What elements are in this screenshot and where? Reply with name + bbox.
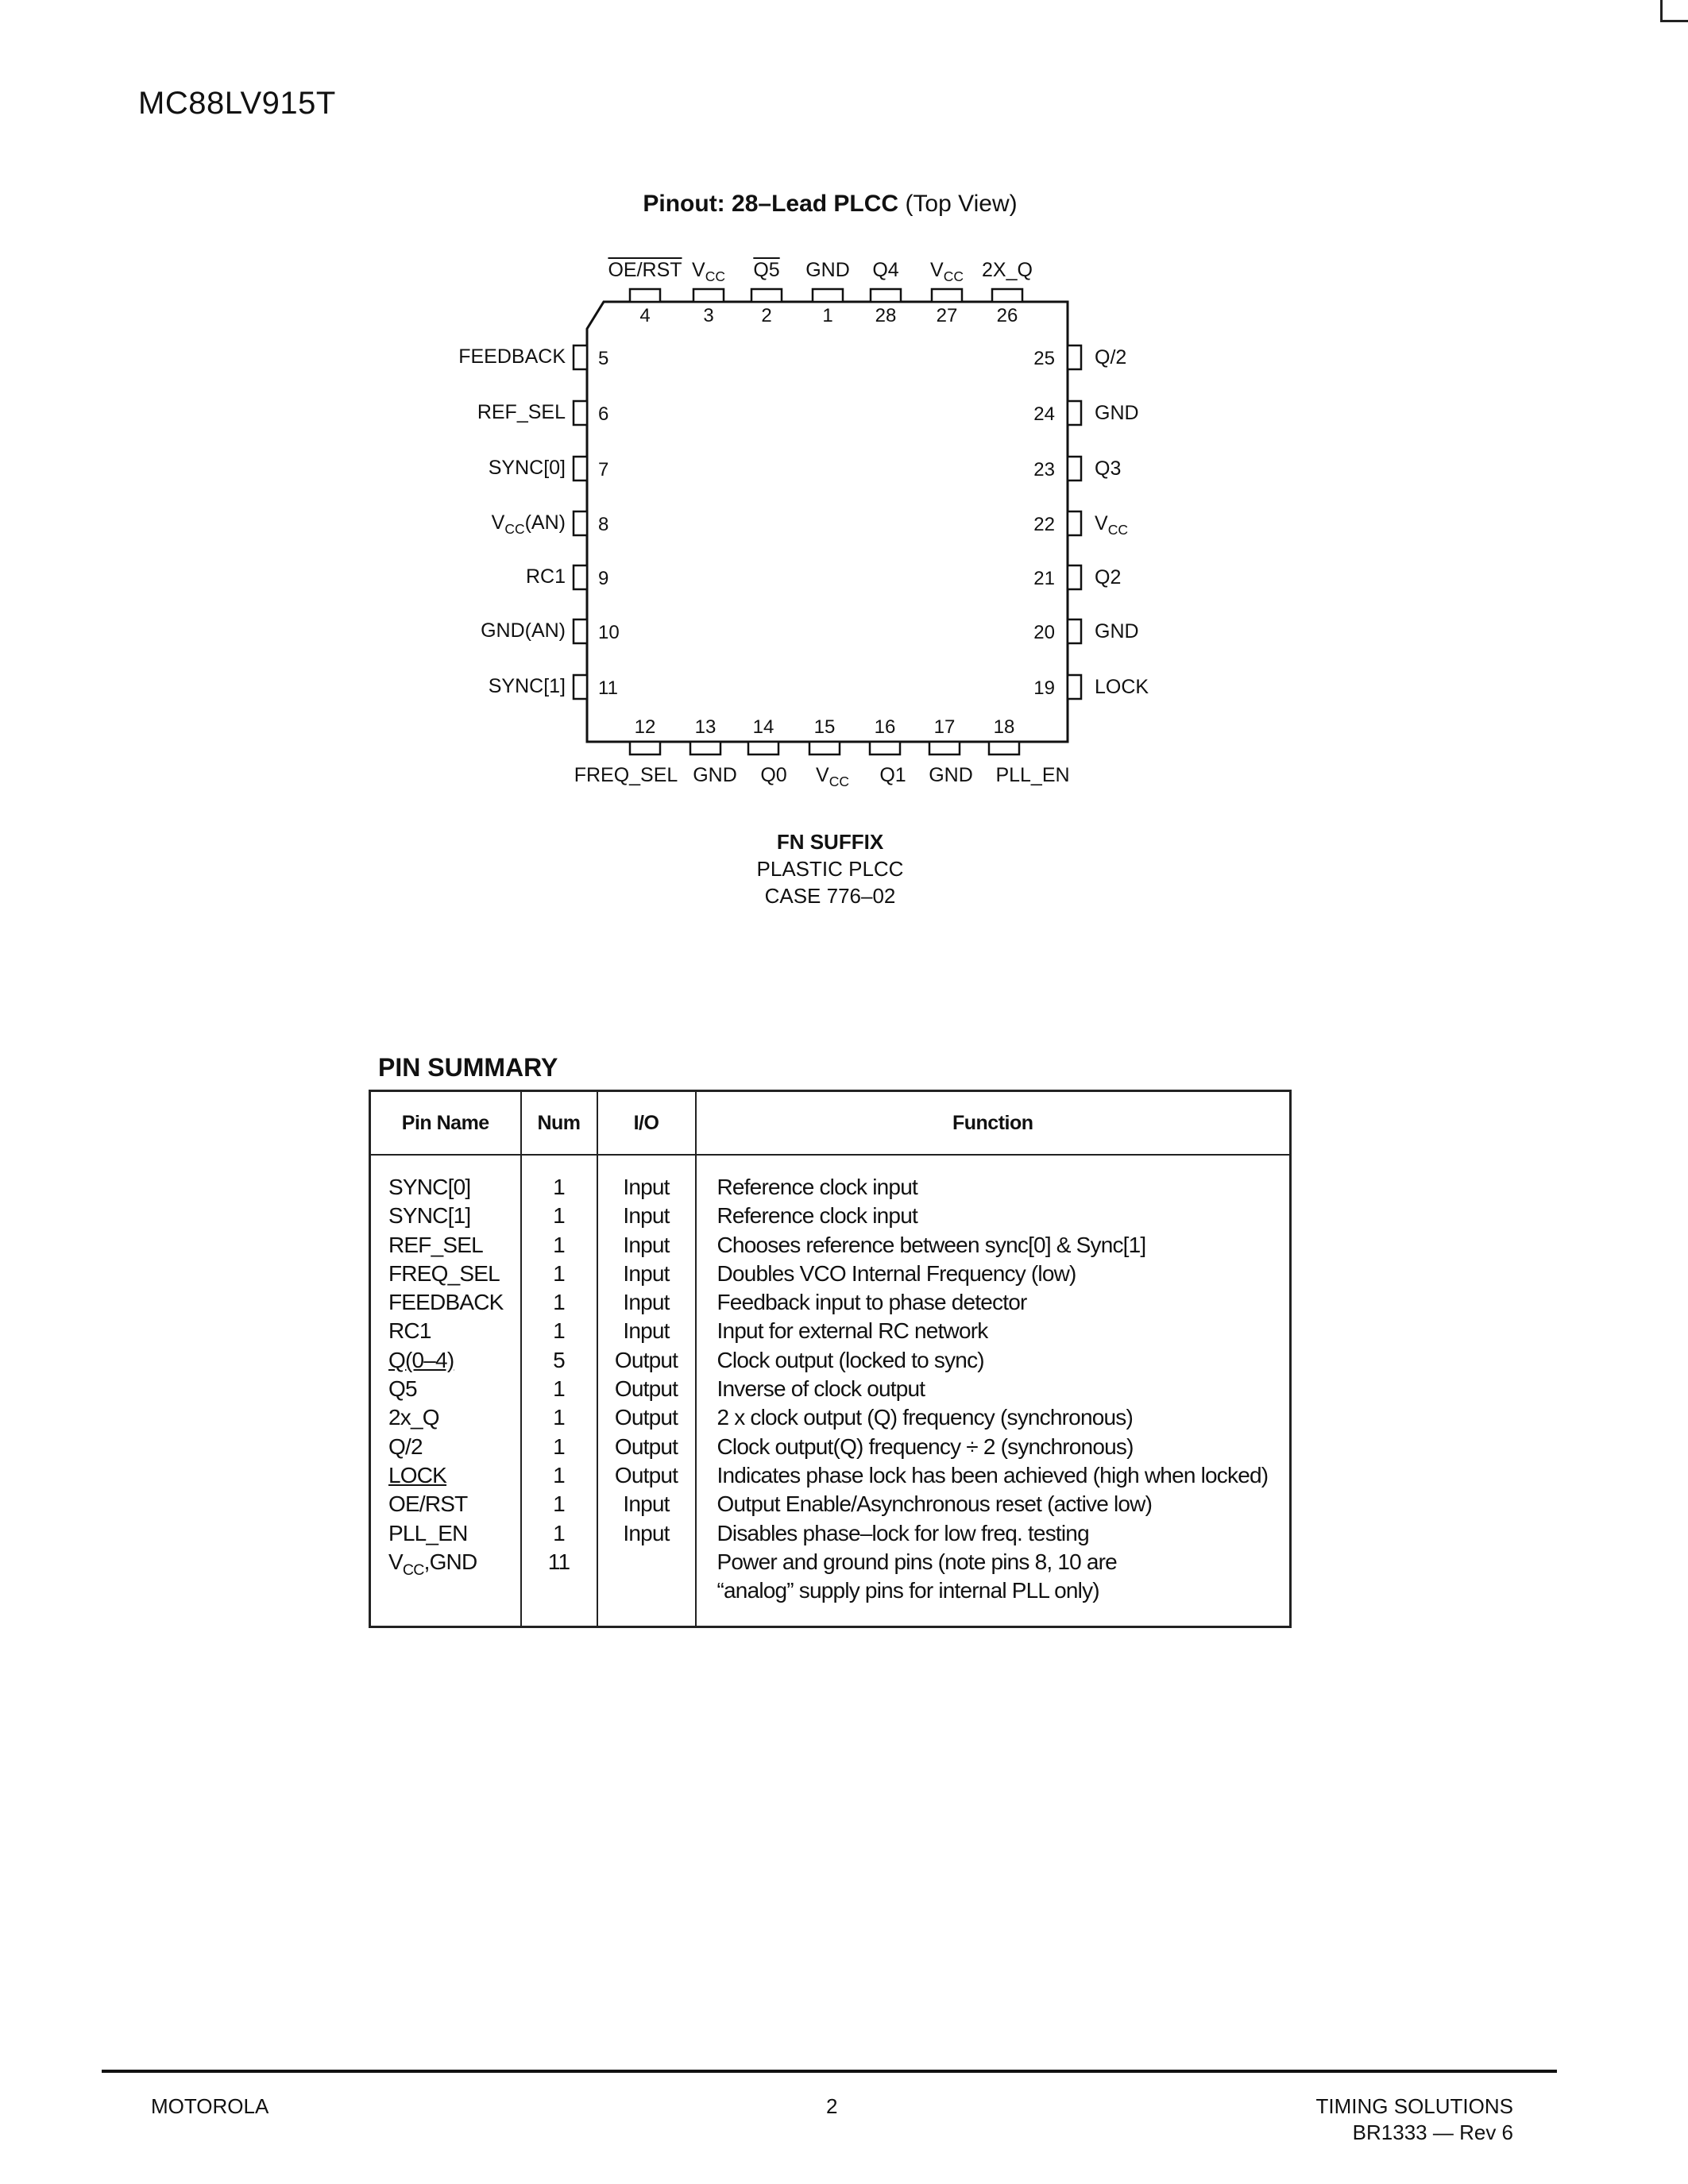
pin-io-cell: Input bbox=[623, 1260, 670, 1286]
right-pin-number: 22 bbox=[1033, 514, 1055, 535]
pin-num-cell: 1 bbox=[553, 1232, 565, 1257]
bottom-pin-number: 18 bbox=[993, 716, 1015, 738]
right-pin-number: 19 bbox=[1033, 677, 1055, 699]
pin-function-cell: Disables phase–lock for low freq. testing bbox=[717, 1520, 1089, 1545]
pinout-title-view: (Top View) bbox=[905, 191, 1018, 217]
bottom-pin-label: Q1 bbox=[879, 764, 906, 786]
pin-num-cell bbox=[523, 1576, 596, 1605]
pin-name-column bbox=[370, 1155, 521, 1627]
top-pin-box bbox=[992, 289, 1022, 302]
bottom-pin-number: 16 bbox=[874, 716, 896, 738]
pin-summary-table bbox=[369, 1090, 1292, 1628]
right-pin-label: $V_{CC}$ bbox=[1095, 512, 1128, 538]
right-pin-number: 25 bbox=[1033, 348, 1055, 369]
pin-io-cell: Output bbox=[614, 1433, 678, 1459]
top-pin-label: 2X_Q bbox=[982, 259, 1033, 281]
right-pin-label: LOCK bbox=[1095, 676, 1149, 698]
pin-name-cell: FREQ_SEL bbox=[388, 1260, 500, 1286]
top-pin-box bbox=[751, 289, 782, 302]
bottom-pin-label: PLL_EN bbox=[995, 764, 1070, 786]
right-pin-number: 24 bbox=[1033, 403, 1055, 425]
suffix-line-1: FN SUFFIX bbox=[776, 830, 884, 854]
bottom-pin-box bbox=[690, 742, 720, 754]
bottom-pin-number: 13 bbox=[694, 716, 717, 738]
right-pin-box bbox=[1068, 675, 1081, 699]
pin-io-column bbox=[597, 1155, 696, 1627]
right-pin-label: GND bbox=[1095, 402, 1139, 424]
pin-num-cell: 5 bbox=[553, 1347, 565, 1372]
suffix-line-2: PLASTIC PLCC bbox=[756, 856, 904, 881]
top-pin-number: 27 bbox=[936, 305, 958, 326]
pin-name-cell: Q5 bbox=[388, 1376, 417, 1402]
left-pin-label: RC1 bbox=[525, 565, 566, 588]
left-pin-label: FEEDBACK bbox=[458, 345, 566, 368]
bottom-pin-label: GND bbox=[929, 764, 973, 786]
pin-io-cell: Output bbox=[614, 1347, 678, 1372]
pin-function-cell: Doubles VCO Internal Frequency (low) bbox=[717, 1260, 1076, 1286]
bottom-pin-label: $V_{CC}$ bbox=[816, 764, 849, 790]
pin-name-cell: PLL_EN bbox=[388, 1520, 468, 1545]
document-title: MC88LV915T bbox=[138, 86, 336, 121]
pin-io-cell: Input bbox=[623, 1290, 670, 1315]
pin-function-cell: Input for external RC network bbox=[717, 1318, 988, 1344]
left-pin-box bbox=[574, 457, 587, 480]
top-pin-label: OE/RST bbox=[608, 259, 682, 281]
pin-name-cell: $V_{CC},GND$ bbox=[388, 1549, 477, 1579]
pin-name-cell: RC1 bbox=[388, 1318, 431, 1344]
right-pin-label: Q2 bbox=[1095, 566, 1122, 588]
left-pin-label: GND(AN) bbox=[481, 619, 566, 642]
bottom-pin-label: Q0 bbox=[760, 764, 787, 786]
pin-name-cell: Q/2 bbox=[388, 1433, 423, 1459]
pin-io-cell: Output bbox=[614, 1462, 678, 1488]
pin-num-column bbox=[521, 1155, 597, 1627]
pin-name-cell bbox=[388, 1576, 520, 1605]
pin-function-cell: Clock output (locked to sync) bbox=[717, 1347, 984, 1372]
pin-num-cell: 1 bbox=[553, 1405, 565, 1430]
bottom-pin-label: GND bbox=[693, 764, 737, 786]
right-pin-label: Q3 bbox=[1095, 457, 1122, 480]
pin-function-cell: “analog” supply pins for internal PLL only) bbox=[717, 1578, 1099, 1603]
pin-function-column bbox=[696, 1155, 1291, 1627]
col-header-num: Num bbox=[521, 1091, 597, 1156]
bottom-pin-box bbox=[630, 742, 660, 754]
pin-function-cell: Reference clock input bbox=[717, 1175, 917, 1199]
pin-num-cell: 1 bbox=[553, 1260, 565, 1286]
pin-name-cell: FEEDBACK bbox=[388, 1290, 504, 1315]
pin-io-cell bbox=[599, 1576, 694, 1605]
pin-function-cell: Chooses reference between sync[0] & Sync[1] bbox=[717, 1232, 1146, 1257]
bottom-pin-number: 12 bbox=[634, 716, 656, 738]
top-pin-label: GND bbox=[805, 259, 850, 281]
right-pin-number: 21 bbox=[1033, 568, 1055, 589]
col-header-function: Function bbox=[696, 1091, 1291, 1156]
pin-name-cell: SYNC[0] bbox=[388, 1175, 471, 1199]
col-header-pin-name: Pin Name bbox=[370, 1091, 521, 1156]
pin-function-cell: Clock output(Q) frequency ÷ 2 (synchronous) bbox=[717, 1433, 1134, 1459]
left-pin-number: 9 bbox=[598, 568, 609, 589]
pin-num-cell: 1 bbox=[553, 1203, 565, 1229]
pin-function-cell: Feedback input to phase detector bbox=[717, 1290, 1027, 1315]
bottom-pin-number: 17 bbox=[933, 716, 956, 738]
pinout-title-bold: Pinout: 28–Lead PLCC bbox=[643, 191, 899, 217]
left-pin-number: 11 bbox=[598, 677, 618, 699]
top-pin-number: 28 bbox=[875, 305, 897, 326]
top-pin-box bbox=[932, 289, 962, 302]
right-pin-box bbox=[1068, 511, 1081, 535]
pin-name-cell: REF_SEL bbox=[388, 1232, 483, 1257]
pin-function-cell: Indicates phase lock has been achieved (high when locked) bbox=[717, 1462, 1269, 1488]
pin-function-cell: Output Enable/Asynchronous reset (active low) bbox=[717, 1491, 1153, 1517]
top-pin-box bbox=[630, 289, 660, 302]
top-pin-number: 3 bbox=[703, 305, 714, 326]
right-pin-number: 23 bbox=[1033, 459, 1055, 480]
pin-io-cell: Input bbox=[623, 1203, 670, 1229]
top-pin-number: 2 bbox=[761, 305, 772, 326]
bottom-pin-box bbox=[989, 742, 1019, 754]
left-pin-number: 8 bbox=[598, 514, 609, 535]
bottom-pin-label: FREQ_SEL bbox=[574, 764, 678, 786]
top-pin-number: 4 bbox=[639, 305, 651, 326]
right-pin-label: GND bbox=[1095, 620, 1139, 642]
right-pin-label: Q/2 bbox=[1095, 346, 1127, 369]
pin-num-cell: 11 bbox=[547, 1549, 570, 1574]
pin-num-cell: 1 bbox=[553, 1520, 565, 1545]
right-pin-box bbox=[1068, 619, 1081, 643]
pin-name-cell: SYNC[1] bbox=[388, 1203, 471, 1229]
left-pin-label: $V_{CC}(AN)$ bbox=[491, 511, 566, 538]
footer-rule bbox=[102, 2070, 1557, 2073]
pin-io-cell bbox=[599, 1548, 694, 1576]
table-body-row bbox=[370, 1155, 1291, 1627]
pin-num-cell: 1 bbox=[553, 1433, 565, 1459]
pin-io-cell: Input bbox=[623, 1232, 670, 1257]
bottom-pin-box bbox=[748, 742, 778, 754]
pin-num-cell: 1 bbox=[553, 1462, 565, 1488]
plcc-package-diagram bbox=[0, 0, 1688, 874]
bottom-pin-number: 15 bbox=[813, 716, 836, 738]
left-pin-label: REF_SEL bbox=[477, 401, 566, 423]
top-pin-label: Q5 bbox=[753, 259, 780, 281]
package-suffix bbox=[0, 829, 1660, 909]
pin-function-cell: Inverse of clock output bbox=[717, 1376, 925, 1402]
left-pin-label: SYNC[1] bbox=[488, 675, 566, 697]
pin-io-cell: Input bbox=[623, 1520, 670, 1545]
left-pin-label: SYNC[0] bbox=[488, 457, 566, 479]
col-header-io: I/O bbox=[597, 1091, 696, 1156]
pin-name-cell: LOCK bbox=[388, 1462, 447, 1488]
right-pin-box bbox=[1068, 345, 1081, 369]
left-pin-number: 5 bbox=[598, 348, 609, 369]
left-pin-number: 6 bbox=[598, 403, 609, 425]
pin-num-cell: 1 bbox=[553, 1318, 565, 1344]
bottom-pin-box bbox=[809, 742, 840, 754]
bottom-pin-box bbox=[929, 742, 960, 754]
footer-section: TIMING SOLUTIONS bbox=[1315, 2094, 1513, 2118]
right-pin-number: 20 bbox=[1033, 622, 1055, 643]
pin-io-cell: Output bbox=[614, 1405, 678, 1430]
pin-io-cell: Output bbox=[614, 1376, 678, 1402]
top-pin-number: 1 bbox=[822, 305, 833, 326]
suffix-line-3: CASE 776–02 bbox=[764, 883, 896, 908]
pin-num-cell: 1 bbox=[553, 1376, 565, 1402]
left-pin-box bbox=[574, 565, 587, 589]
top-pin-label: $V_{CC}$ bbox=[692, 259, 725, 285]
top-pin-number: 26 bbox=[996, 305, 1018, 326]
pin-io-cell: Input bbox=[623, 1175, 670, 1199]
left-pin-box bbox=[574, 401, 587, 425]
right-pin-box bbox=[1068, 457, 1081, 480]
top-pin-box bbox=[813, 289, 843, 302]
pin-summary-heading: PIN SUMMARY bbox=[378, 1053, 558, 1082]
top-pin-label: Q4 bbox=[872, 259, 899, 281]
pin-num-cell: 1 bbox=[553, 1290, 565, 1315]
pin-io-cell: Input bbox=[623, 1491, 670, 1517]
footer-page-number: 2 bbox=[826, 2094, 838, 2118]
right-pin-box bbox=[1068, 401, 1081, 425]
pin-function-cell: Reference clock input bbox=[717, 1203, 917, 1229]
pin-function-cell: Power and ground pins (note pins 8, 10 are bbox=[717, 1549, 1117, 1574]
footer-doc-rev: BR1333 — Rev 6 bbox=[1352, 2120, 1513, 2144]
top-pin-label: $V_{CC}$ bbox=[930, 259, 964, 285]
left-pin-number: 10 bbox=[598, 622, 620, 643]
top-pin-box bbox=[871, 289, 901, 302]
left-pin-box bbox=[574, 345, 587, 369]
footer-company: MOTOROLA bbox=[151, 2094, 269, 2118]
pin-name-cell: 2x_Q bbox=[388, 1405, 439, 1430]
pin-name-cell: Q(0–4) bbox=[388, 1347, 454, 1372]
pin-function-cell: 2 x clock output (Q) frequency (synchronous) bbox=[717, 1405, 1133, 1430]
pin-name-cell: OE/RST bbox=[388, 1491, 468, 1517]
left-pin-box bbox=[574, 511, 587, 535]
pin-num-cell: 1 bbox=[553, 1491, 565, 1517]
left-pin-box bbox=[574, 675, 587, 699]
bottom-pin-number: 14 bbox=[752, 716, 774, 738]
left-pin-number: 7 bbox=[598, 459, 609, 480]
top-pin-box bbox=[693, 289, 724, 302]
table-header-row bbox=[370, 1091, 1291, 1156]
right-pin-box bbox=[1068, 565, 1081, 589]
bottom-pin-box bbox=[870, 742, 900, 754]
pin-io-cell: Input bbox=[623, 1318, 670, 1344]
left-pin-box bbox=[574, 619, 587, 643]
pin-num-cell: 1 bbox=[553, 1175, 565, 1199]
